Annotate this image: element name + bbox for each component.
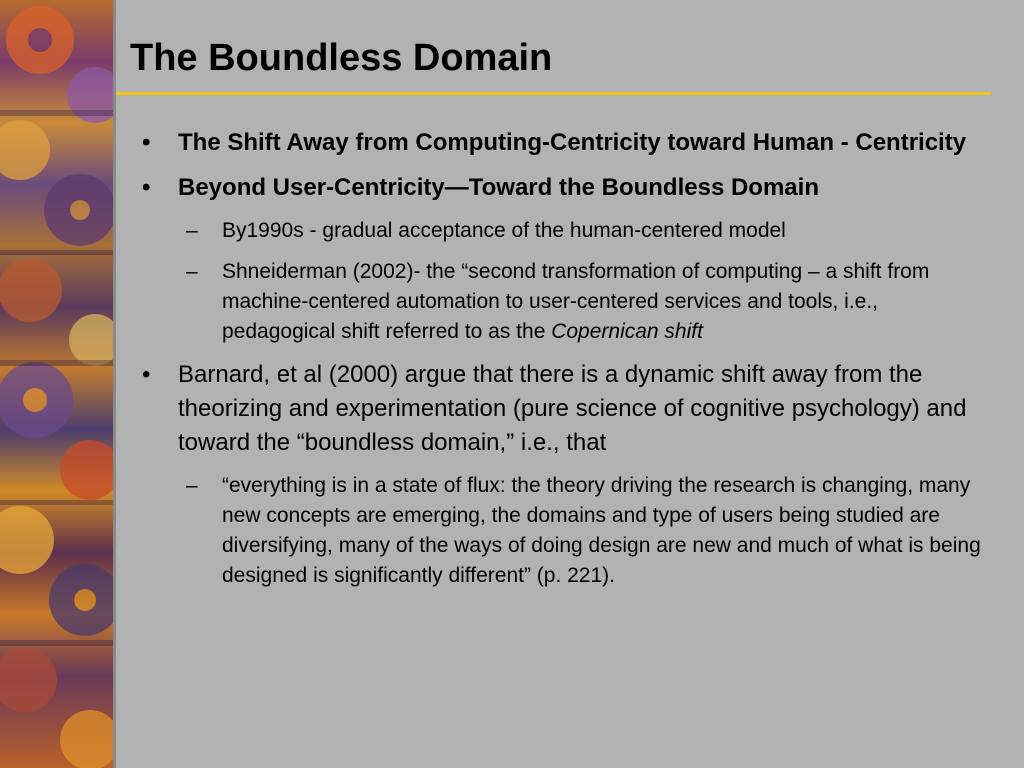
- slide-title: The Boundless Domain: [130, 37, 553, 79]
- bullet-marker: •: [142, 361, 151, 388]
- sub-bullet-text: Shneiderman (2002)- the “second transformation of computing – a shift from machine-centered automation to user-centered services and tools, i.e., pedagogical shift referred to as the: [222, 260, 930, 343]
- sub-bullet-1990s: [140, 216, 990, 246]
- emphasis-text: Copernican shift: [551, 320, 703, 343]
- title-underline: [116, 92, 991, 95]
- sub-bullet-text: By1990s - gradual acceptance of the human-centered model: [222, 219, 786, 242]
- bullet-text: Beyond User-Centricity—Toward the Boundless Domain: [178, 174, 819, 201]
- bullet-item-shift: [140, 126, 990, 160]
- sub-bullet-quote: [140, 471, 990, 591]
- bullet-marker: •: [142, 129, 151, 156]
- bullet-item-beyond: [140, 171, 990, 205]
- sub-bullet-shneiderman: [140, 257, 990, 347]
- decorative-gear-collage: [0, 0, 113, 768]
- bullet-item-barnard: [140, 358, 990, 460]
- dash-marker: –: [186, 474, 198, 497]
- dash-marker: –: [186, 260, 198, 283]
- bullet-text: The Shift Away from Computing-Centricity toward Human - Centricity: [178, 129, 967, 156]
- bullet-marker: •: [142, 174, 151, 201]
- gear-pattern-image: [0, 0, 113, 768]
- slide-body: [140, 126, 990, 602]
- sub-bullet-text: “everything is in a state of flux: the theory driving the research is changing, many new concepts are emerging, the domains and type of users being studied are diversifying, many of the ways of doing design are new and much of what is being designed is significantly different” (p. 221).: [222, 474, 981, 587]
- panel-divider: [113, 0, 116, 768]
- dash-marker: –: [186, 219, 198, 242]
- bullet-text: Barnard, et al (2000) argue that there is a dynamic shift away from the theorizing and experimentation (pure science of cognitive psychology) and toward the “boundless domain,” i.e., that: [178, 361, 967, 456]
